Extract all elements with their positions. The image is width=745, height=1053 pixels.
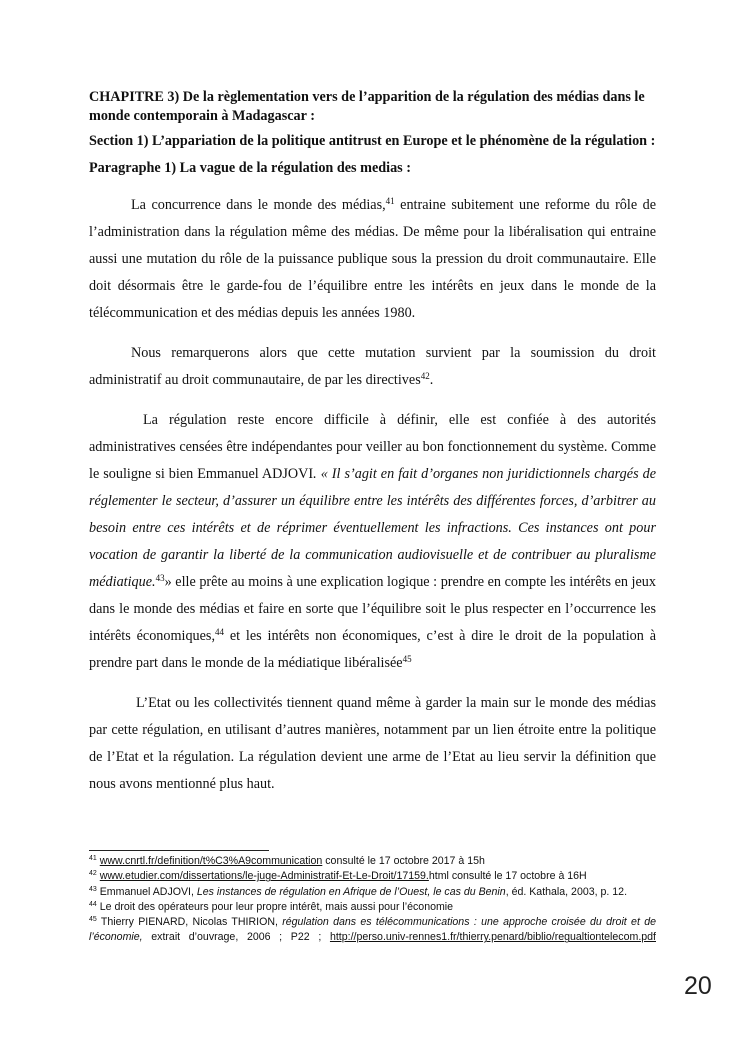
footnote-ref-44[interactable]: 44: [215, 627, 225, 637]
body-paragraph-3: La régulation reste encore difficile à définir, elle est confiée à des autorités administratives censées être indépendantes pour veiller au bon fonctionnement du système. Comme le souligne si bien Emmanuel ADJOVI. « Il s’agit en fait d’organes non juridictionnels chargés de réglementer le secteur, d’assurer un équilibre entre les intérêts des différentes forces, d’arbitrer au besoin entre ces intérêts et de réprimer éventuellement les infractions. Ces instances ont pour vocation de garantir la liberté de la communication audiovisuelle et de contribuer au pluralisme médiatique.$^{43}$» elle prête au moins à une explication logique : prendre en compte les intérêts en jeux dans le monde des médias et faire en sorte que l’équilibre soit le plus respecter en l’occurrence les intérêts économiques,$^{44}$ et les intérêts non économiques, c’est à dire le droit de la population à prendre part dans le monde de la médiatique libéralisée$^{45}$: [89, 412, 656, 671]
chapter-heading: CHAPITRE 3) De la règlementation vers de l’apparition de la régulation des médias dans le monde contemporain à Madagascar :: [89, 89, 645, 124]
footnote-ref-45[interactable]: 45: [402, 654, 412, 664]
page-number: 20: [684, 972, 712, 1000]
footnote-45: $^{45}$ Thierry PIENARD, Nicolas THIRION, régulation dans es télécommunications : une approche croisée du droit et de l’économie, extrait d’ouvrage, 2006 ; P22 ; http://perso.univ-rennes1.fr/thierry.penard/biblio/regualtiontelecom.pdf: [89, 916, 656, 944]
footnote-ref-42[interactable]: 42: [420, 371, 430, 381]
footnote-ref-43[interactable]: 43: [155, 573, 165, 583]
footnote-44: $^{44}$ Le droit des opérateurs pour leur propre intérêt, mais aussi pour l’économie: [89, 900, 454, 913]
footnote-42: $^{42}$ www.etudier.com/dissertations/le-juge-Administratif-Et-Le-Droit/17159.html consulté le 17 octobre à 16H: [89, 870, 587, 883]
adjovi-quote: . « Il s’agit en fait d’organes non juridictionnels chargés de réglementer le secteur, d’assurer un équilibre entre les intérêts des différentes forces, d’arbitrer au besoin entre ces intérêts et de réprimer éventuellement les infractions. Ces instances ont pour vocation de garantir la liberté de la communication audiovisuelle et de contribuer au pluralisme médiatique.: [89, 466, 656, 590]
footnote-45-link[interactable]: http://perso.univ-rennes1.fr/thierry.penard/biblio/regualtiontelecom.pdf: [329, 931, 656, 944]
page-content: [89, 88, 656, 798]
footnote-42-link[interactable]: www.etudier.com/dissertations/le-juge-Administratif-Et-Le-Droit/17159.: [99, 870, 429, 883]
footnote-43: $^{43}$ Emmanuel ADJOVI, Les instances de régulation en Afrique de l’Ouest, le cas du Benin, éd. Kathala, 2003, p. 12.: [89, 885, 628, 898]
footnote-separator: [89, 850, 269, 851]
body-paragraph-2: Nous remarquerons alors que cette mutation survient par la soumission du droit administratif au droit communautaire, de par les directives$^{42}$.: [89, 345, 656, 388]
body-paragraph-4: L’Etat ou les collectivités tiennent quand même à garder la main sur le monde des médias par cette régulation, en utilisant d’autres manières, notamment par un lien étroite entre la politique de l’Etat et la régulation. La régulation devient une arme de l’Etat au lieu servir la définition que nous avons mentionné plus haut.: [89, 695, 656, 792]
footnote-41: $^{41}$ www.cnrtl.fr/definition/t%C3%A9communication consulté le 17 octobre 2017 à 15h: [89, 855, 485, 867]
section-heading: Section 1) L’appariation de la politique antitrust en Europe et le phénomène de la régulation :: [89, 133, 656, 149]
footnote-41-link[interactable]: www.cnrtl.fr/definition/t%C3%A9communication: [99, 855, 323, 867]
footnotes: [89, 854, 656, 946]
body-paragraph-1: La concurrence dans le monde des médias,$^{41}$ entraine subitement une reforme du rôle de l’administration dans la régulation même des médias. De même pour la libéralisation qui entraine aussi une mutation du rôle de la puissance publique sous la pression du droit communautaire. Elle doit désormais être le garde-fou de l’équilibre entre les intérêts en jeux dans le monde de la télécommunication et des médias depuis les années 1980.: [89, 196, 656, 321]
footnote-ref-41[interactable]: 41: [385, 196, 395, 206]
paragraph-heading: Paragraphe 1) La vague de la régulation des medias :: [89, 160, 411, 176]
